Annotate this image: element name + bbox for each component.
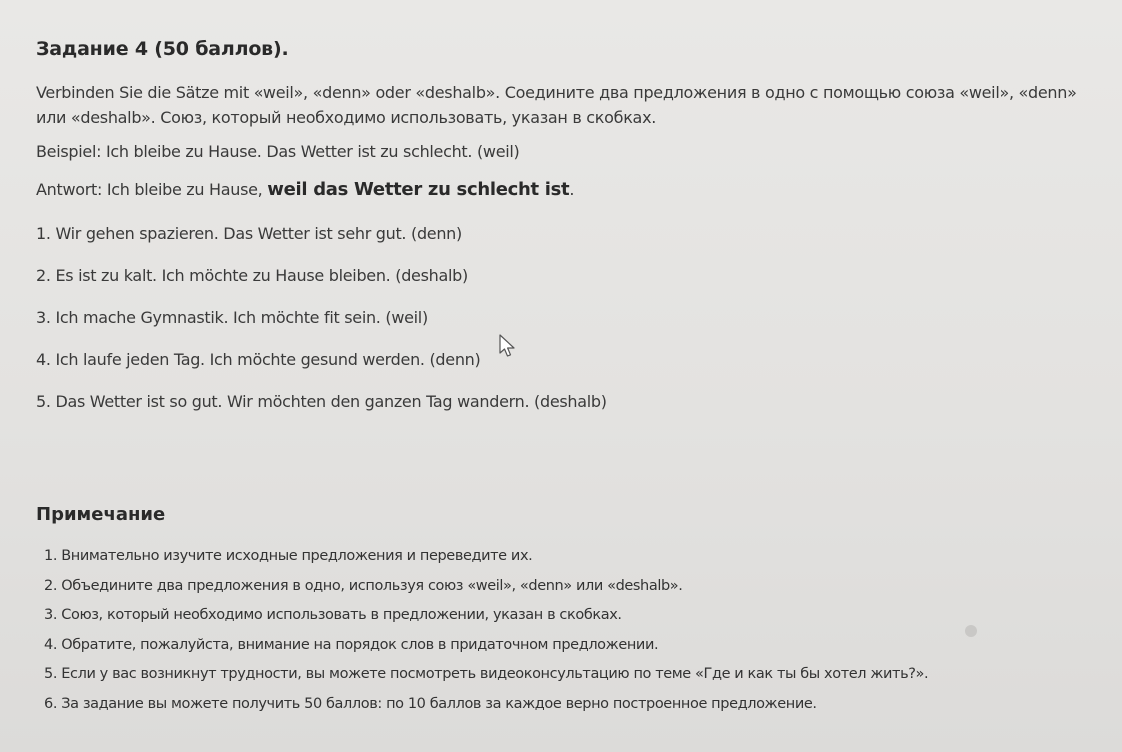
- note-item: 1. Внимательно изучите исходные предложения и переведите их.: [44, 548, 533, 564]
- task-list: [36, 224, 1096, 434]
- task-content: [36, 38, 1096, 712]
- task-item: 3. Ich mache Gymnastik. Ich möchte fit sein. (weil): [36, 308, 428, 327]
- note-item: 2. Объедините два предложения в одно, используя союз «weil», «denn» или «deshalb».: [44, 577, 683, 594]
- answer-bold: weil das Wetter zu schlecht ist: [267, 179, 570, 200]
- task-instruction: Verbinden Sie die Sätze mit «weil», «denn» oder «deshalb». Соедините два предложения в одно с помощью союза «weil», «denn» или «deshalb». Союз, который необходимо использовать, указан в скобках.: [36, 83, 1077, 127]
- note-item: 5. Если у вас возникнут трудности, вы можете посмотреть видеоконсультацию по теме «Где и как ты бы хотел жить?».: [44, 666, 929, 683]
- answer-prefix: Antwort: Ich bleibe zu Hause,: [36, 180, 268, 199]
- example-answer: [36, 179, 1096, 200]
- example-sentence: Beispiel: Ich bleibe zu Hause. Das Wetter ist zu schlecht. (weil): [36, 142, 520, 161]
- task-item: 1. Wir gehen spazieren. Das Wetter ist sehr gut. (denn): [36, 224, 462, 243]
- task-item: 2. Es ist zu kalt. Ich möchte zu Hause bleiben. (deshalb): [36, 266, 468, 285]
- note-item: 6. За задание вы можете получить 50 баллов: по 10 баллов за каждое верно построенное предложение.: [44, 695, 817, 712]
- notes-heading: Примечание: [36, 504, 166, 525]
- note-item: 3. Союз, который необходимо использовать в предложении, указан в скобках.: [44, 607, 622, 624]
- notes-list: [44, 548, 928, 726]
- note-item: 4. Обратите, пожалуйста, внимание на порядок слов в придаточном предложении.: [44, 636, 659, 653]
- task-title: Задание 4 (50 баллов).: [36, 38, 289, 60]
- task-item: 4. Ich laufe jeden Tag. Ich möchte gesund werden. (denn): [36, 350, 481, 369]
- mouse-pointer-icon: [498, 334, 518, 358]
- answer-suffix: .: [569, 180, 575, 199]
- screen-smudge: [965, 625, 977, 637]
- task-item: 5. Das Wetter ist so gut. Wir möchten den ganzen Tag wandern. (deshalb): [36, 392, 607, 411]
